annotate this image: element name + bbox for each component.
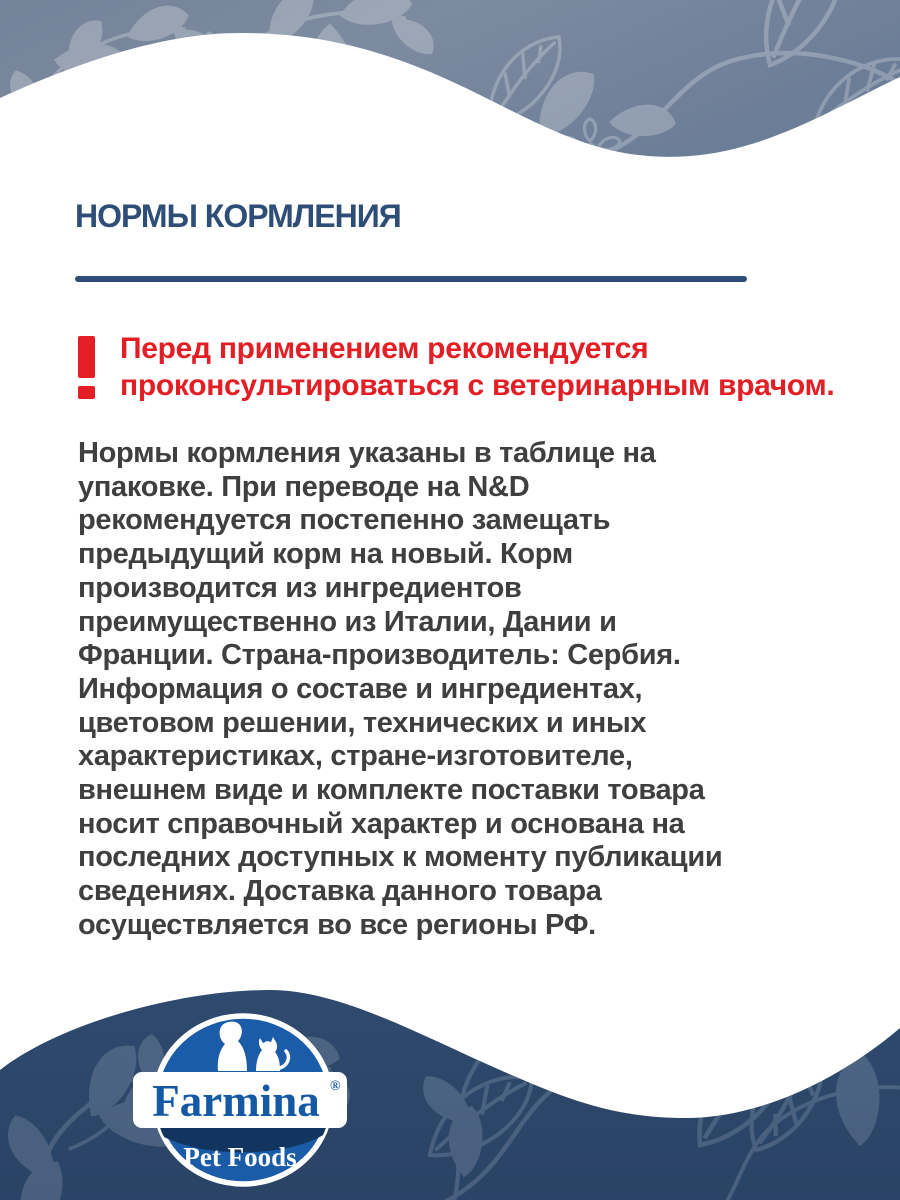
- body-line: предыдущий корм на новый. Корм: [78, 538, 573, 571]
- body-line: производится из ингредиентов: [78, 571, 522, 604]
- body-line: упаковке. При переводе на N&D: [78, 470, 530, 503]
- body-line: Информация о составе и ингредиентах,: [78, 672, 643, 705]
- warning-text: [120, 330, 892, 404]
- brand-tagline: Pet Foods: [183, 1142, 297, 1172]
- warning-line: Перед применением рекомендуется: [120, 332, 649, 365]
- body-line: носит справочный характер и основана на: [78, 807, 685, 840]
- body-line: Франции. Страна-производитель: Сербия.: [78, 639, 681, 672]
- body-line: осуществляется во все регионы РФ.: [78, 908, 596, 941]
- farmina-logo: [130, 1008, 354, 1188]
- body-line: рекомендуется постепенно замещать: [78, 504, 611, 537]
- body-line: Нормы кормления указаны в таблице на: [78, 437, 656, 469]
- page-title: НОРМЫ КОРМЛЕНИЯ: [75, 198, 401, 234]
- body-paragraph: [78, 437, 878, 943]
- body-line: сведениях. Доставка данного товара: [78, 875, 602, 908]
- body-line: цветовом решении, технических и иных: [78, 706, 647, 739]
- body-line: преимущественно из Италии, Дании и: [78, 605, 617, 638]
- title-divider: [75, 276, 747, 282]
- body-line: внешнем виде и комплекте поставки товара: [78, 774, 705, 807]
- body-line: последних доступных к моменту публикации: [78, 841, 723, 874]
- registered-mark: ®: [330, 1079, 341, 1094]
- body-line: характеристиках, стране-изготовителе,: [78, 740, 633, 773]
- header-wave: [0, 0, 900, 170]
- warning-line: проконсультироваться с ветеринарным врачом.: [120, 369, 835, 402]
- brand-name: Farmina: [152, 1076, 320, 1126]
